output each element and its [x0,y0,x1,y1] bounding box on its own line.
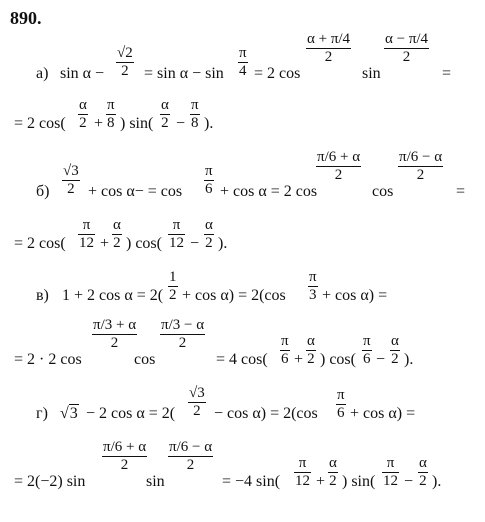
part-b-t1: + cos α− = cos [88,183,183,200]
part-d-l2-end: ). [432,473,442,490]
frac-den: 2 [79,115,87,131]
frac-den: 3 [309,287,317,303]
frac-den: 2 [161,115,169,131]
part-b-cos: cos [372,183,394,200]
frac-num: π [191,97,199,113]
frac-num: π/6 − α [169,439,213,455]
part-d-t2: − cos α) = 2(cos [214,405,318,422]
part-b-frac2 [204,164,214,197]
frac-den: 12 [383,473,398,489]
part-d-t1: − 2 cos α = 2( [86,405,176,422]
part-b-l2-end: ). [218,235,228,252]
frac-num: α [391,333,399,349]
part-b-l2-f4 [204,218,214,251]
part-d-l2-f5 [382,456,399,489]
frac-den: 6 [337,405,345,421]
part-c-t3: + cos α) = [322,287,388,304]
part-b-l2-f3 [168,218,185,251]
part-c-label: в) [36,287,49,304]
part-d-l2-t1: = −4 sin( [222,473,281,490]
frac-den: 2 [329,473,337,489]
part-b-l2-f1 [78,218,95,251]
frac-num: π [298,455,307,471]
part-c-l2-f2 [160,318,205,351]
frac-num: π/3 + α [93,317,137,333]
part-a-l2-f4 [190,98,200,131]
part-c-t2: + cos α) = 2(cos [182,287,286,304]
frac-den: 2 [391,351,399,367]
part-b-l2-mid: ) cos( [126,235,162,252]
frac-den: 6 [205,181,213,197]
frac-den: 2 [419,473,427,489]
frac-den: 2 [193,403,201,419]
part-c-l2-minus: − [376,351,386,368]
frac-num: π [239,45,247,61]
frac-den: 2 [178,335,187,351]
part-b-eq: = [456,183,466,200]
part-c-l2-f5 [362,334,372,367]
part-b-frac1 [62,164,80,197]
part-d-t3: + cos α) = [350,405,416,422]
frac-den: 12 [295,473,310,489]
part-c-t1: 1 + 2 cos α = 2( [62,287,164,304]
part-c-l2-f6 [390,334,400,367]
part-d-sqrt: √3 [60,405,78,422]
part-d-l2-minus: − [404,473,414,490]
part-c-l2-t1: = 4 cos( [216,351,268,368]
frac-den: 8 [191,115,199,131]
frac-den: 2 [121,63,129,79]
frac-num: √3 [63,163,79,179]
frac-num: π [363,333,371,349]
part-a-l2-end: ). [204,115,214,132]
frac-den: 4 [239,63,247,79]
frac-den: 12 [79,235,94,251]
frac-num: π [107,97,115,113]
frac-den: 12 [169,235,184,251]
part-b-l2-start: = 2 cos( [14,235,66,252]
part-a-eq3: = [442,65,452,82]
frac-num: π [82,217,91,233]
part-c-l2-start: = 2 · 2 cos [14,351,82,368]
frac-den: 6 [281,351,289,367]
part-a-frac2 [238,46,248,79]
frac-den: 2 [205,235,213,251]
part-d-l2-f3 [294,456,311,489]
frac-num: π [205,163,213,179]
frac-num: π [172,217,181,233]
part-a-l2-mid: ) sin( [120,115,154,132]
frac-num: α [161,97,169,113]
part-b-label: б) [36,183,50,200]
part-a-eq2: = 2 cos [254,65,301,82]
part-c-f1 [168,270,178,303]
frac-num: π [337,387,345,403]
frac-num: α − π/4 [385,31,429,47]
part-d-l2-start: = 2(−2) sin [14,473,86,490]
frac-num: π [309,269,317,285]
frac-num: 1 [169,269,177,285]
part-a-frac4 [384,32,429,65]
frac-num: α [205,217,213,233]
frac-den: 2 [67,181,75,197]
part-d-l2-f4 [328,456,338,489]
part-b-l2-f2 [112,218,122,251]
frac-num: √2 [117,45,133,61]
part-c-l2-f4 [306,334,316,367]
frac-den: 2 [186,457,195,473]
part-c-l2-mid: ) cos( [320,351,356,368]
frac-num: π [281,333,289,349]
frac-num: π/6 − α [399,149,443,165]
part-c-l2-cos: cos [134,351,156,368]
part-d-l2-f6 [418,456,428,489]
part-b-t2: + cos α = 2 cos [220,183,318,200]
part-c-l2-end: ). [404,351,414,368]
frac-num: α [307,333,315,349]
part-b-frac4 [398,150,443,183]
frac-num: π/6 + α [103,439,147,455]
problem-number: 890. [10,8,42,28]
sqrt-arg: 3 [69,405,78,422]
frac-num: α [79,97,87,113]
part-a-l2-f2 [106,98,116,131]
part-a-l2-f1 [78,98,88,131]
frac-num: α + π/4 [307,31,351,47]
part-a-eq1: = sin α − sin [144,65,224,82]
frac-den: 2 [416,167,425,183]
part-b-l2-minus: − [190,235,200,252]
frac-num: α [329,455,337,471]
frac-num: √3 [189,385,205,401]
part-d-l2-f2 [168,440,213,473]
part-a-sin: sin α − [60,65,105,82]
frac-den: 8 [107,115,115,131]
part-d-f2 [336,388,346,421]
part-a-l2-plus: + [94,115,104,132]
part-a-sin2: sin [362,65,381,82]
frac-den: 2 [402,49,411,65]
part-c-f2 [308,270,318,303]
part-d-f1 [188,386,206,419]
part-d-l2-sin: sin [146,473,165,490]
frac-den: 6 [363,351,371,367]
part-d-l2-plus: + [316,473,326,490]
frac-den: 2 [110,335,119,351]
part-b-l2-plus: + [100,235,110,252]
part-a-label: а) [36,65,49,82]
frac-den: 2 [169,287,177,303]
part-c-l2-f3 [280,334,290,367]
part-c-l2-plus: + [294,351,304,368]
frac-den: 2 [120,457,129,473]
part-a-frac3 [306,32,351,65]
frac-num: π/6 + α [317,149,361,165]
frac-den: 2 [324,49,333,65]
frac-den: 2 [334,167,343,183]
frac-den: 2 [113,235,121,251]
part-c-l2-f1 [92,318,137,351]
frac-num: α [419,455,427,471]
frac-num: π/3 − α [161,317,205,333]
frac-den: 2 [307,351,315,367]
part-a-l2-start: = 2 cos( [14,115,66,132]
part-a-l2-f3 [160,98,170,131]
part-b-frac3 [316,150,361,183]
frac-num: π [386,455,395,471]
part-d-l2-f1 [102,440,147,473]
part-a-frac1 [116,46,134,79]
part-d-label: г) [36,405,48,422]
part-a-l2-minus: − [176,115,186,132]
part-d-l2-mid: ) sin( [342,473,376,490]
frac-num: α [113,217,121,233]
